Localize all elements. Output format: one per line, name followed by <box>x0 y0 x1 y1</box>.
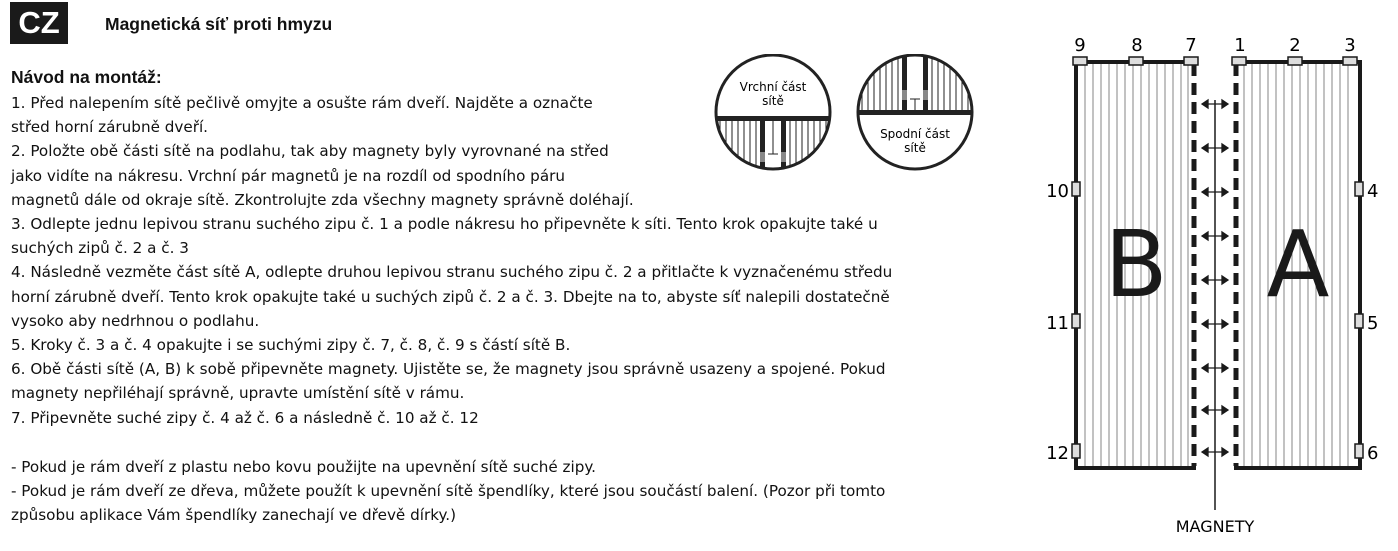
bottom-part-label-line1: Spodní část <box>880 127 950 141</box>
note-line: - Pokud je rám dveří z plastu nebo kovu použijte na upevnění sítě suché zipy. <box>11 458 596 476</box>
page-title: Magnetická síť proti hmyzu <box>105 14 333 34</box>
panel-letter-a: A <box>1266 211 1330 318</box>
mounting-diagram <box>1030 20 1398 551</box>
instruction-line: 4. Následně vezměte část sítě A, odlepte druhou lepivou stranu suchého zipu č. 2 a přitlačte k vyznačenému středu <box>11 263 893 282</box>
velcro-number-3: 3 <box>1344 35 1356 56</box>
bottom-part-detail <box>852 54 978 115</box>
velcro-number-6: 6 <box>1367 443 1379 464</box>
velcro-number-11: 11 <box>1046 313 1069 334</box>
instruction-line: 6. Obě části sítě (A, B) k sobě připevněte magnety. Ujistěte se, že magnety jsou správně usazeny a spojené. Pokud <box>11 360 886 379</box>
magnet-detail-diagrams <box>712 54 984 172</box>
velcro-number-9: 9 <box>1074 35 1086 56</box>
velcro-number-1: 1 <box>1234 35 1246 56</box>
instruction-line: magnety nepřiléhají správně, upravte umístění sítě v rámu. <box>11 384 465 403</box>
instruction-line: 2. Položte obě části sítě na podlahu, tak aby magnety byly vyrovnané na střed <box>11 142 609 161</box>
panel-letter-b: B <box>1104 211 1168 318</box>
top-part-label-line2: sítě <box>762 94 784 108</box>
note-line: - Pokud je rám dveří ze dřeva, můžete použít k upevnění sítě špendlíky, které jsou součástí balení. (Pozor při tomto <box>11 482 886 501</box>
top-part-detail <box>712 116 834 172</box>
instruction-line: 7. Připevněte suché zipy č. 4 až č. 6 a následně č. 10 až č. 12 <box>11 408 479 427</box>
instruction-line: horní zárubně dveří. Tento krok opakujte také u suchých zipů č. 2 a č. 3. Dbejte na to, abyste síť nalepili dostatečně <box>11 287 890 306</box>
velcro-number-2: 2 <box>1289 35 1301 56</box>
note-line: způsobu aplikace Vám špendlíky zanechají ve dřevě dírky.) <box>11 506 457 525</box>
top-part-label-line1: Vrchní část <box>739 80 807 94</box>
instruction-line: střed horní zárubně dveří. <box>11 118 209 137</box>
velcro-number-5: 5 <box>1367 313 1379 334</box>
velcro-number-10: 10 <box>1046 181 1069 202</box>
net-panel-a <box>1232 57 1363 468</box>
language-badge: CZ <box>10 2 68 44</box>
instruction-line: vysoko aby nedrhnou o podlahu. <box>11 311 260 330</box>
instruction-line: magnetů dále od okraje sítě. Zkontrolujte zda všechny magnety správně doléhají. <box>11 190 634 209</box>
velcro-number-8: 8 <box>1131 35 1143 56</box>
net-panel-b <box>1072 57 1198 468</box>
instruction-line: jako vidíte na nákresu. Vrchní pár magnetů je na rozdíl od spodního páru <box>11 166 566 185</box>
instructions-heading: Návod na montáž: <box>11 67 162 87</box>
velcro-number-12: 12 <box>1046 443 1069 464</box>
instruction-line: 3. Odlepte jednu lepivou stranu suchého zipu č. 1 a podle nákresu ho připevněte k síti. Tento krok opakujte také u <box>11 215 878 233</box>
instruction-line: 5. Kroky č. 3 a č. 4 opakujte i se suchými zipy č. 7, č. 8, č. 9 s částí sítě B. <box>11 336 571 354</box>
instruction-line: suchých zipů č. 2 a č. 3 <box>11 239 189 258</box>
velcro-number-7: 7 <box>1185 35 1197 56</box>
magnets-label: MAGNETY <box>1175 517 1255 536</box>
bottom-part-label-line2: sítě <box>904 141 926 155</box>
velcro-number-4: 4 <box>1367 181 1379 202</box>
instruction-line: 1. Před nalepením sítě pečlivě omyjte a osušte rám dveří. Najděte a označte <box>11 94 593 112</box>
